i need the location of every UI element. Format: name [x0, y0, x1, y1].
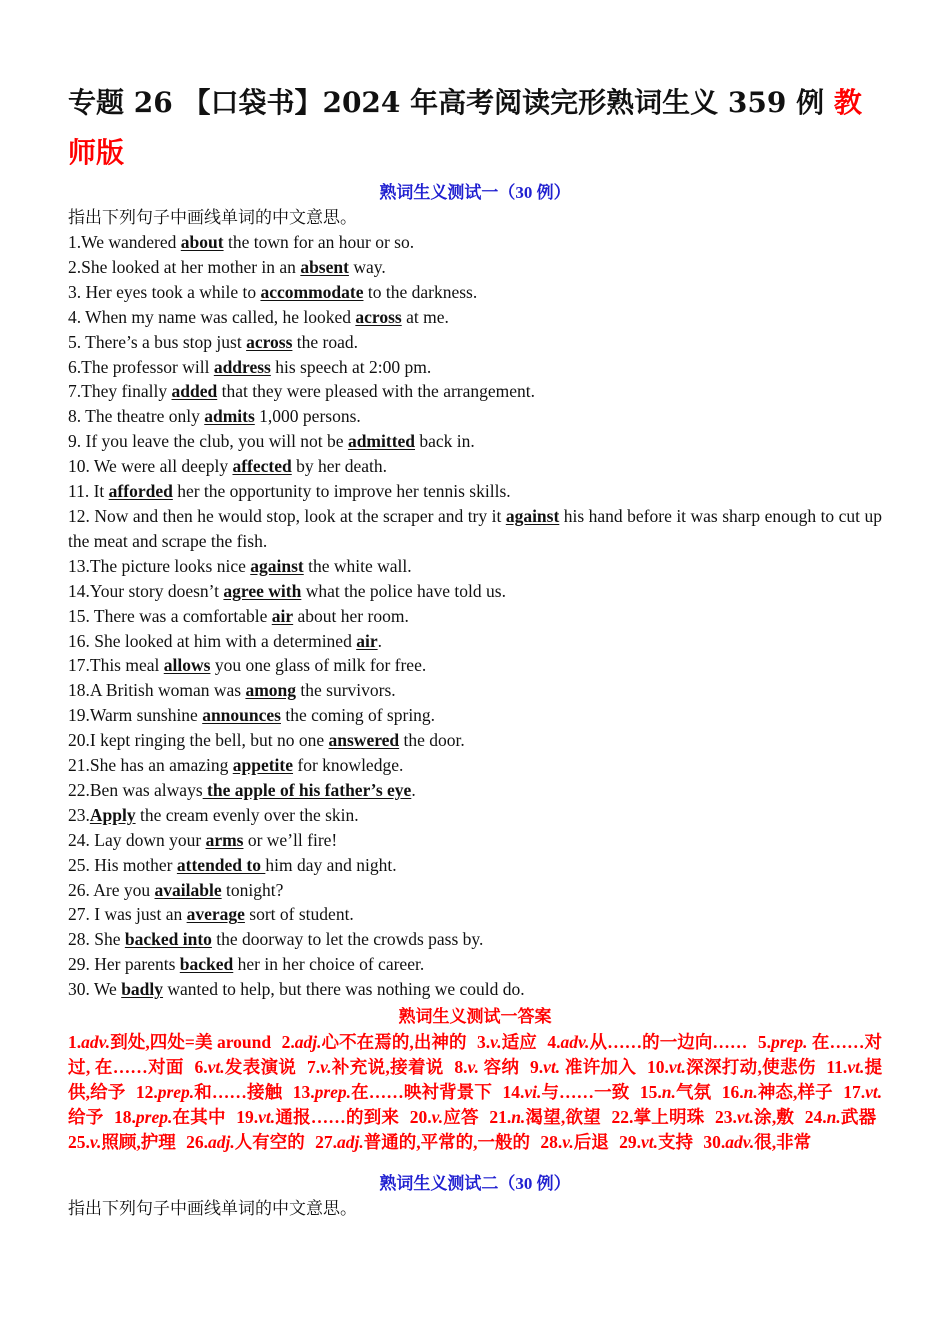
- answer-pos: vt.: [847, 1057, 865, 1077]
- underlined-word: admitted: [347, 431, 416, 452]
- question-text: that they were pleased with the arrangement.: [217, 381, 536, 402]
- question-item: [68, 479, 882, 504]
- underlined-word: backed into: [124, 929, 212, 950]
- answer-item: [186, 1132, 305, 1152]
- answer-meaning: 很,非常: [754, 1131, 812, 1152]
- question-text: 20.I kept ringing the bell, but no one: [68, 730, 329, 751]
- answer-number: 30.: [703, 1131, 726, 1152]
- question-item: [68, 255, 882, 280]
- underlined-word: across: [246, 331, 293, 352]
- question-list: [68, 230, 882, 1002]
- question-text: 24. Lay down your: [68, 829, 206, 850]
- underlined-word: air: [356, 630, 378, 651]
- answer-pos: v.: [431, 1106, 444, 1127]
- answer-pos: vi.: [524, 1081, 542, 1102]
- question-text: 30. We: [68, 979, 122, 1000]
- answer-pos: vt.: [641, 1131, 659, 1152]
- answer-number: 8.: [454, 1057, 468, 1077]
- underlined-word: among: [245, 680, 296, 701]
- underlined-word: admits: [204, 406, 255, 427]
- answer-number: 11.: [826, 1057, 848, 1077]
- question-text: 6.The professor will: [68, 356, 214, 377]
- answer-meaning: 神态,样子: [757, 1081, 833, 1102]
- question-item: [68, 330, 882, 355]
- question-text: 3. Her eyes took a while to: [68, 281, 261, 302]
- question-text: 26. Are you: [68, 879, 155, 900]
- answer-item: [805, 1107, 876, 1127]
- underlined-word: against: [250, 555, 304, 576]
- underlined-word: about: [180, 232, 224, 252]
- answer-number: 12.: [135, 1081, 158, 1102]
- question-text: 22.Ben was always: [68, 779, 203, 800]
- question-item: [68, 678, 882, 703]
- answer-item: [68, 1132, 176, 1152]
- question-text: 1.We wandered: [68, 232, 181, 252]
- question-text: 19.Warm sunshine: [68, 705, 203, 726]
- title-edition: 教师版: [68, 86, 862, 169]
- answer-pos: adj.: [294, 1032, 322, 1053]
- answer-pos: n.: [826, 1106, 841, 1127]
- underlined-word: available: [154, 879, 222, 900]
- answer-meaning: 人有空的: [234, 1131, 305, 1152]
- answer-meaning: 给予: [68, 1106, 104, 1127]
- question-text: 16. She looked at him with a determined: [68, 630, 357, 651]
- question-text: you one glass of milk for free.: [210, 655, 427, 676]
- question-item: [68, 280, 882, 305]
- question-text: 11. It: [68, 481, 109, 502]
- answer-pos: prep.: [135, 1106, 173, 1127]
- answer-pos: prep.: [771, 1032, 808, 1053]
- answer-meaning: 容纳: [478, 1057, 520, 1077]
- test1-instruction: 指出下列句子中画线单词的中文意思。: [68, 208, 357, 227]
- question-text: 18.A British woman was: [68, 680, 246, 701]
- underlined-word: allows: [163, 655, 211, 676]
- question-item: [68, 753, 882, 778]
- underlined-word: average: [186, 904, 245, 925]
- answer-meaning: 支持: [658, 1131, 694, 1152]
- answer-item: [722, 1082, 833, 1102]
- answer-number: 20.: [409, 1106, 432, 1127]
- test1-heading: 熟词生义测试一（30 例）: [379, 183, 571, 202]
- answer-pos: prep.: [157, 1081, 195, 1102]
- page-title: [68, 78, 882, 178]
- answer-meaning: 气氛: [675, 1081, 712, 1102]
- answer-number: 21.: [489, 1106, 512, 1127]
- question-text: way.: [348, 256, 386, 277]
- question-text: .: [377, 630, 382, 651]
- answer-meaning: 在……对过, 在……对面: [68, 1032, 883, 1077]
- answer-number: 15.: [639, 1081, 662, 1102]
- underlined-word: arms: [205, 829, 244, 850]
- answer-meaning: 与……一致: [541, 1081, 630, 1102]
- answer-item: [194, 1057, 296, 1077]
- answer-item: [647, 1057, 816, 1077]
- question-text: back in.: [415, 431, 475, 452]
- question-text: her in her choice of career.: [233, 954, 425, 975]
- answer-pos: adj.: [208, 1131, 235, 1152]
- underlined-word: air: [271, 605, 294, 626]
- answer-meaning: 涂,敷: [753, 1106, 795, 1127]
- answer-meaning: 通报……的到来: [275, 1106, 400, 1127]
- question-text: 13.The picture looks nice: [68, 555, 251, 576]
- question-item: [68, 853, 882, 878]
- answer-number: 3.: [477, 1032, 491, 1053]
- question-text: or we’ll fire!: [243, 829, 338, 850]
- answer-pos: v.: [467, 1057, 479, 1077]
- answer-item: [547, 1032, 747, 1052]
- answer-item: [619, 1132, 693, 1152]
- answer-number: 2.: [281, 1032, 295, 1053]
- underlined-word: affected: [232, 456, 292, 477]
- answer-number: 19.: [236, 1106, 259, 1127]
- question-text: 4. When my name was called, he looked: [68, 306, 356, 327]
- question-text: the white wall.: [303, 555, 412, 576]
- answer-pos: adv.: [560, 1032, 590, 1053]
- answer-number: 18.: [114, 1106, 136, 1127]
- question-text: .: [411, 779, 416, 800]
- answer-number: 10.: [646, 1057, 669, 1077]
- test2-instruction: 指出下列句子中画线单词的中文意思。: [68, 1198, 357, 1218]
- answer-number: 7.: [306, 1057, 321, 1077]
- answer-meaning: 心不在焉的,出神的: [321, 1032, 467, 1053]
- question-text: the door.: [399, 730, 465, 751]
- question-text: the town for an hour or so.: [223, 232, 415, 252]
- question-text: 29. Her parents: [68, 954, 180, 975]
- answer-pos: v.: [320, 1057, 332, 1077]
- answer-pos: n.: [743, 1081, 758, 1102]
- answer-meaning: 渴望,欲望: [525, 1106, 601, 1127]
- question-item: [68, 379, 882, 404]
- question-item: [68, 878, 882, 903]
- question-item: [68, 977, 882, 1002]
- answer-meaning: 准许加入: [560, 1057, 637, 1077]
- answer-pos: vt.: [543, 1057, 561, 1077]
- question-item: [68, 230, 882, 255]
- question-item: [68, 504, 882, 554]
- question-text: her the opportunity to improve her tennis skills.: [172, 481, 511, 502]
- question-item: [68, 629, 882, 654]
- section-gap: [68, 1155, 882, 1169]
- answer-meaning: 补充说,接着说: [331, 1057, 444, 1077]
- question-text: the road.: [292, 331, 359, 352]
- question-text: sort of student.: [244, 904, 354, 925]
- answer-number: 4.: [547, 1032, 561, 1053]
- answer-meaning: 普通的,平常的,一般的: [363, 1131, 530, 1152]
- question-text: 27. I was just an: [68, 904, 187, 925]
- underlined-word: across: [355, 306, 402, 327]
- answer-number: 5.: [757, 1032, 772, 1053]
- question-item: [68, 902, 882, 927]
- answer-item: [68, 1032, 271, 1052]
- question-text: 2.She looked at her mother in an: [68, 256, 301, 277]
- answer-meaning: 适应: [501, 1032, 537, 1053]
- answer-heading: 熟词生义测试一答案: [398, 1007, 552, 1027]
- answer-pos: n.: [511, 1106, 526, 1127]
- underlined-word: agree with: [223, 580, 302, 601]
- answer-pos: v.: [562, 1131, 574, 1152]
- answer-number: 27.: [315, 1131, 337, 1152]
- underlined-word: attended to: [176, 854, 266, 875]
- answer-number: 17.: [843, 1081, 866, 1102]
- question-text: 28. She: [68, 929, 125, 950]
- question-text: for knowledge.: [293, 755, 404, 776]
- answer-meaning: 发表演说: [224, 1057, 297, 1077]
- question-text: the coming of spring.: [280, 705, 436, 726]
- question-item: [68, 803, 882, 828]
- question-text: 14.Your story doesn’t: [68, 580, 224, 601]
- answer-item: [530, 1057, 636, 1077]
- question-text: his hand before it was sharp enough to cut up the meat and scrape the fish.: [68, 505, 883, 551]
- underlined-word: afforded: [108, 481, 173, 502]
- answer-pos: adv.: [81, 1032, 111, 1053]
- answer-number: 16.: [721, 1081, 744, 1102]
- answer-pos: prep.: [314, 1081, 352, 1102]
- underlined-word: Apply: [89, 804, 136, 825]
- question-item: [68, 355, 882, 380]
- answer-pos: adv.: [725, 1131, 755, 1152]
- underlined-word: address: [213, 356, 271, 377]
- answer-item: [454, 1057, 519, 1077]
- underlined-word: accommodate: [260, 281, 364, 302]
- answer-item: [715, 1107, 794, 1127]
- question-item: [68, 454, 882, 479]
- document-page: [68, 78, 882, 1221]
- test2-heading: 熟词生义测试二（30 例）: [379, 1173, 571, 1193]
- answer-meaning: 在其中: [172, 1106, 226, 1127]
- question-item: [68, 554, 882, 579]
- question-text: 5. There’s a bus stop just: [68, 331, 247, 352]
- answer-meaning: 深深打动,使悲伤: [685, 1057, 816, 1077]
- answer-pos: v.: [490, 1032, 502, 1053]
- answer-pos: vt.: [736, 1106, 754, 1127]
- question-text: 10. We were all deeply: [68, 456, 233, 477]
- question-text: 1,000 persons.: [254, 406, 361, 427]
- underlined-word: appetite: [232, 755, 294, 776]
- question-item: [68, 728, 882, 753]
- question-item: [68, 429, 882, 454]
- answer-meaning: 和……接触: [194, 1081, 283, 1102]
- question-text: to the darkness.: [363, 281, 478, 302]
- answer-item: [293, 1082, 492, 1102]
- question-text: what the police have told us.: [301, 580, 506, 601]
- underlined-word: answered: [328, 730, 400, 751]
- underlined-word: badly: [121, 979, 164, 1000]
- answer-number: 25.: [68, 1131, 90, 1152]
- answer-meaning: 照顾,护理: [101, 1131, 176, 1152]
- underlined-word: backed: [179, 954, 234, 975]
- question-text: 7.They finally: [68, 381, 172, 402]
- answer-meaning: 在……映衬背景下: [351, 1081, 492, 1102]
- answer-item: [489, 1107, 601, 1127]
- answer-pos: vt.: [258, 1106, 276, 1127]
- underlined-word: announces: [202, 705, 281, 726]
- answer-meaning: 到处,四处=美 around: [110, 1032, 272, 1053]
- question-text: by her death.: [291, 456, 387, 477]
- answer-item: [703, 1132, 811, 1152]
- answer-meaning: 应答: [443, 1106, 479, 1127]
- answer-number: 9.: [530, 1057, 544, 1077]
- answer-number: 14.: [502, 1081, 525, 1102]
- answer-item: [540, 1132, 608, 1152]
- answer-number: 6.: [194, 1057, 208, 1077]
- answer-meaning: 后退: [573, 1131, 609, 1152]
- answer-number: 26.: [186, 1131, 208, 1152]
- answer-pos: vt.: [668, 1057, 686, 1077]
- answer-item: [502, 1082, 629, 1102]
- answer-item: [410, 1107, 479, 1127]
- answer-pos: adj.: [337, 1131, 364, 1152]
- answer-pos: vt.: [865, 1081, 883, 1102]
- underlined-word: absent: [300, 256, 349, 277]
- answer-item: [282, 1032, 467, 1052]
- answer-item: [477, 1032, 537, 1052]
- answer-pos: n.: [661, 1081, 676, 1102]
- answer-meaning: 从……的一边向……: [589, 1032, 748, 1053]
- question-text: 21.She has an amazing: [68, 755, 233, 776]
- answer-item: [114, 1107, 226, 1127]
- question-text: 23.: [68, 804, 90, 825]
- answer-item: [315, 1132, 530, 1152]
- underlined-word: against: [505, 505, 560, 526]
- question-item: [68, 927, 882, 952]
- answer-pos: v.: [89, 1131, 102, 1152]
- answer-number: 29.: [619, 1131, 641, 1152]
- question-item: [68, 778, 882, 803]
- answer-number: 1.: [68, 1032, 82, 1053]
- answer-meaning: 掌上明珠: [633, 1106, 705, 1127]
- question-item: [68, 952, 882, 977]
- underlined-word: added: [171, 381, 218, 402]
- answer-meaning: 武器: [840, 1106, 877, 1127]
- underlined-word: the apple of his father’s eye: [202, 779, 412, 800]
- answer-meaning: 提供,给予: [68, 1057, 883, 1102]
- answer-number: 23.: [715, 1106, 737, 1127]
- question-text: the cream evenly over the skin.: [135, 804, 359, 825]
- question-item: [68, 579, 882, 604]
- question-text: 12. Now and then he would stop, look at the scraper and try it: [68, 505, 506, 526]
- answer-item: [640, 1082, 711, 1102]
- question-item: [68, 305, 882, 330]
- question-text: wanted to help, but there was nothing we could do.: [163, 979, 525, 1000]
- question-text: his speech at 2:00 pm.: [270, 356, 432, 377]
- question-text: 25. His mother: [68, 854, 177, 875]
- question-item: [68, 604, 882, 629]
- answer-list: [68, 1030, 882, 1155]
- question-item: [68, 828, 882, 853]
- question-text: tonight?: [221, 879, 284, 900]
- answer-item: [307, 1057, 444, 1077]
- title-main: 专题 26 【口袋书】2024 年高考阅读完形熟词生义 359 例: [68, 86, 834, 119]
- answer-number: 22.: [611, 1106, 634, 1127]
- question-text: 9. If you leave the club, you will not be: [68, 431, 348, 452]
- question-text: about her room.: [293, 605, 409, 626]
- answer-item: [136, 1082, 282, 1102]
- answer-item: [236, 1107, 399, 1127]
- question-text: 8. The theatre only: [68, 406, 205, 427]
- answer-number: 28.: [540, 1131, 563, 1152]
- question-item: [68, 404, 882, 429]
- answer-item: [612, 1107, 705, 1127]
- question-text: the survivors.: [296, 680, 396, 701]
- question-text: him day and night.: [265, 854, 397, 875]
- question-item: [68, 653, 882, 678]
- answer-pos: vt.: [207, 1057, 225, 1077]
- question-text: 17.This meal: [68, 655, 164, 676]
- question-item: [68, 703, 882, 728]
- question-text: the doorway to let the crowds pass by.: [211, 929, 484, 950]
- question-text: at me.: [401, 306, 449, 327]
- answer-number: 24.: [804, 1106, 827, 1127]
- answer-number: 13.: [292, 1081, 315, 1102]
- question-text: 15. There was a comfortable: [68, 605, 272, 626]
